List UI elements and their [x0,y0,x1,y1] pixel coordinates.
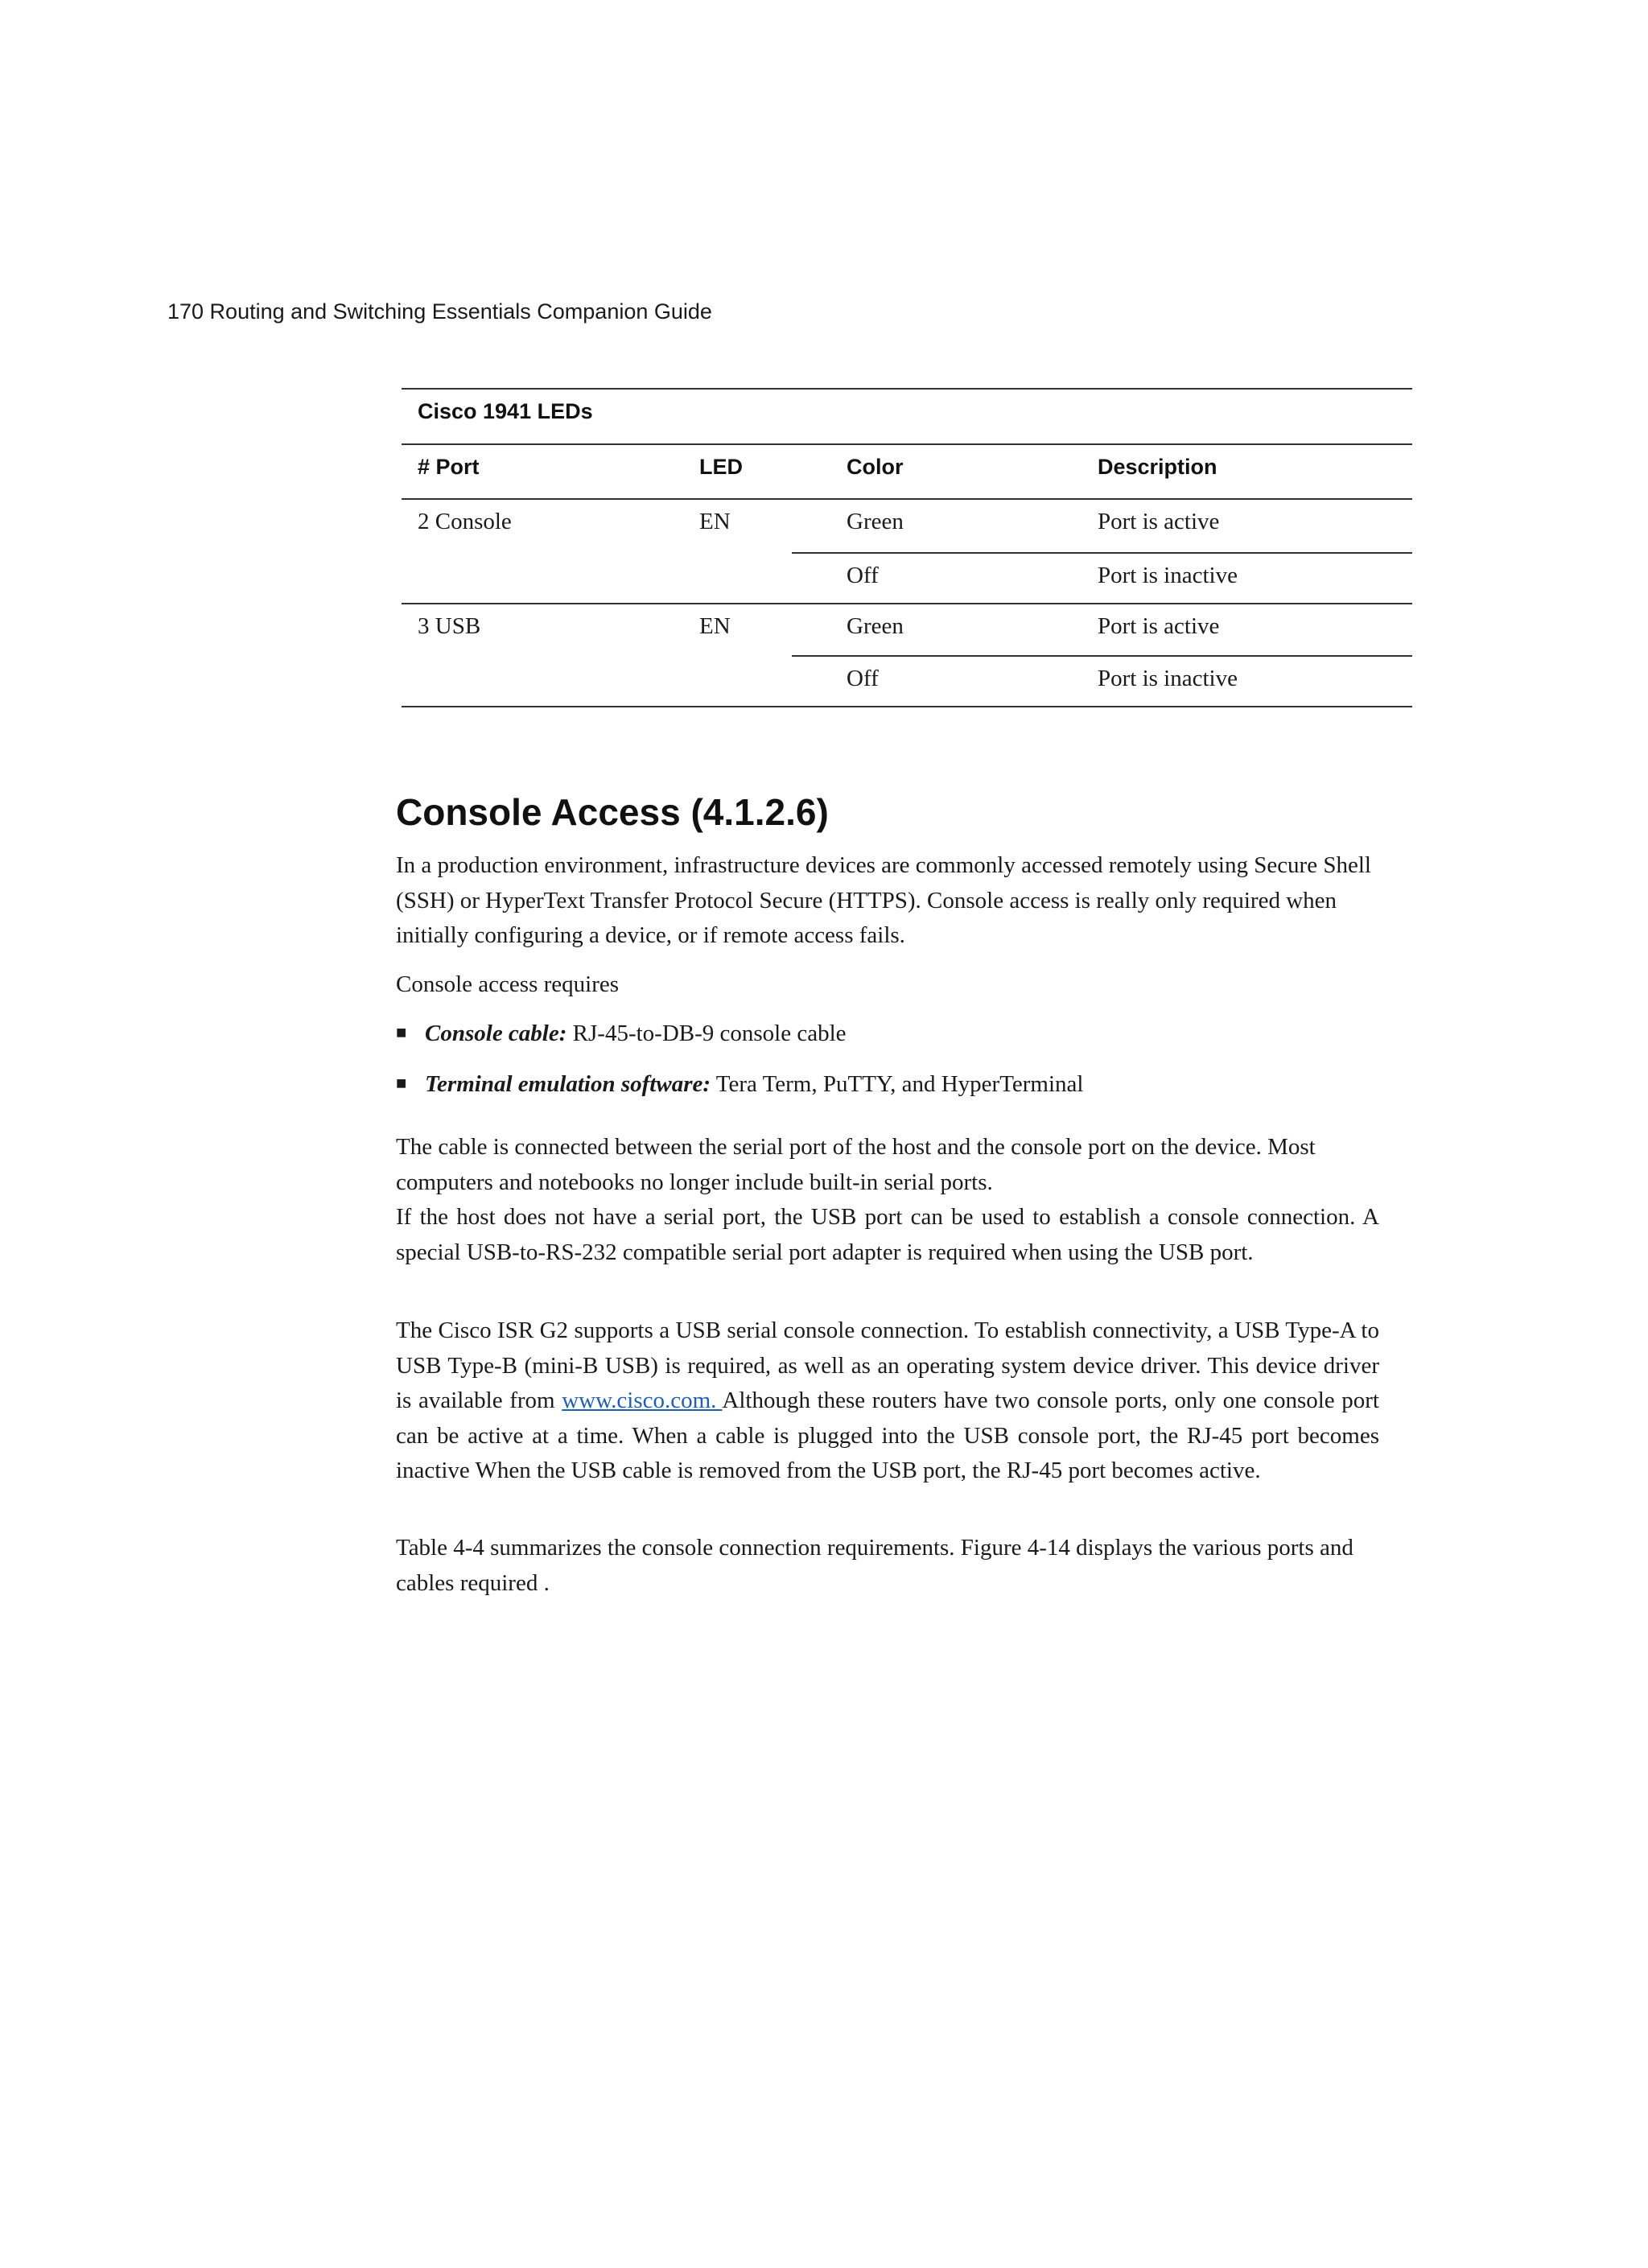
col-header-description: Description [1098,455,1217,479]
bullet-square-icon: ■ [396,1022,407,1042]
table-cell-description: Port is active [1098,509,1220,534]
running-head: 170 Routing and Switching Essentials Companion Guide [167,299,712,324]
table-cell-color: Off [847,666,879,691]
bullet-term: Console cable: [425,1021,567,1046]
paragraph-usb: If the host does not have a serial port, the USB port can be used to establish a console connection. A special USB-to-RS-232 compatible serial port adapter is required when using the USB port. [396,1204,1379,1265]
paragraph-isr-text: The Cisco ISR G2 supports a USB serial console connection. To establish connectivity, a USB Type-A to USB Type-B (mini-B USB) is required, as well as an operating system device driver. This device driver is available from [396,1318,1379,1413]
section-title: Console Access (4.1.2.6) [396,791,829,833]
table-cell-color: Green [847,613,904,639]
paragraph-cable: The cable is connected between the serial port of the host and the console port on the device. Most computers and notebooks no longer include built-in serial ports. [396,1134,1316,1195]
header-rule [402,498,1412,500]
table-caption: Cisco 1941 LEDs [418,399,593,423]
row-subrule [792,655,1412,657]
table-cell-color: Off [847,563,879,588]
row-subrule [792,552,1412,554]
table-cell-description: Port is active [1098,613,1220,639]
table-top-rule [402,388,1412,390]
bullet-term: Terminal emulation software: [425,1071,711,1097]
col-header-port: # Port [418,455,480,479]
bullet-text: RJ-45-to-DB-9 console cable [566,1021,847,1046]
table-cell-description: Port is inactive [1098,666,1238,691]
cisco-link[interactable]: www.cisco.com. [562,1388,723,1413]
row-rule [402,603,1412,604]
col-header-color: Color [847,455,904,479]
paragraph-intro: In a production environment, infrastructure devices are commonly accessed remotely using Secure Shell (SSH) or HyperText Transfer Protocol Secure (HTTPS). Console access is really only required when initially configuring a device, or if remote access fails. [396,852,1371,948]
table-bottom-rule [402,706,1412,707]
table-cell-color: Green [847,509,904,534]
bullet-text: Tera Term, PuTTY, and HyperTerminal [711,1071,1084,1097]
col-header-led: LED [699,455,743,479]
paragraph-requires: Console access requires [396,971,620,997]
caption-rule [402,443,1412,445]
table-cell-port: 2 Console [418,509,512,534]
table-cell-description: Port is inactive [1098,563,1238,588]
table-cell-led: EN [699,509,731,534]
list-item [396,1021,847,1047]
list-item [396,1071,1083,1098]
table-cell-port: 3 USB [418,613,481,639]
table-cell-led: EN [699,613,731,639]
paragraph-isr-text-cont: Although these routers have two console ports, only one console port can be active at a time. When a cable is plugged into the USB console port, the RJ-45 port becomes inactive When the USB cable is removed from the USB port, the RJ-45 port becomes active. [396,1388,1379,1483]
paragraph-summary: Table 4-4 summarizes the console connection requirements. Figure 4-14 displays the various ports and cables required . [396,1535,1353,1596]
bullet-square-icon: ■ [396,1073,407,1093]
paragraph-isr [396,1313,1379,1489]
